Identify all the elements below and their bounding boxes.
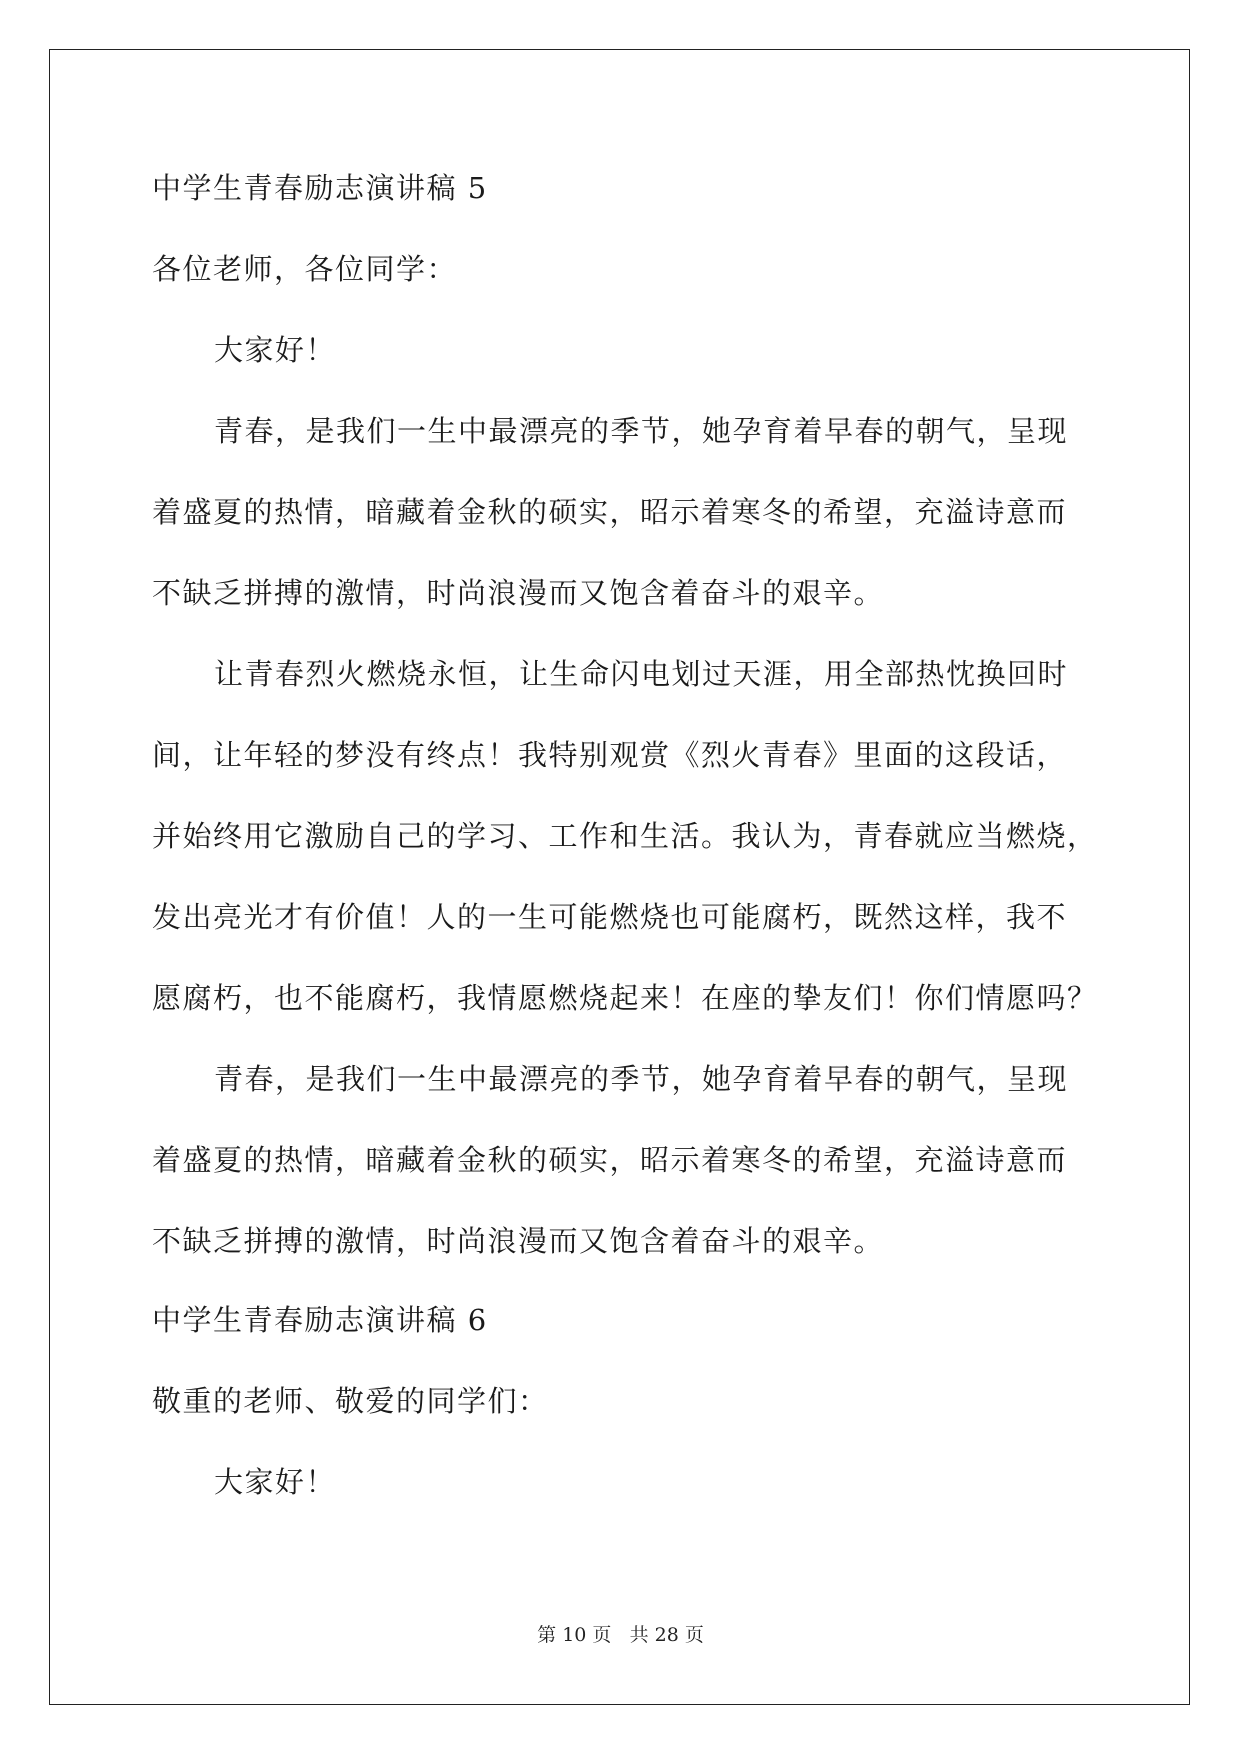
paragraph-3-line-1: 青春，是我们一生中最漂亮的季节，她孕育着早春的朝气，呈现 xyxy=(214,1062,1069,1096)
paragraph-2-line-3: 并始终用它激励自己的学习、工作和生活。我认为，青春就应当燃烧， xyxy=(152,819,1098,853)
page-total: 共 28 页 xyxy=(629,1624,704,1646)
section-title-6: 中学生青春励志演讲稿 6 xyxy=(152,1303,488,1337)
salutation-2: 敬重的老师、敬爱的同学们： xyxy=(152,1384,549,1418)
greeting-1: 大家好！ xyxy=(214,333,337,367)
paragraph-3-line-2: 着盛夏的热情，暗藏着金秋的硕实，昭示着寒冬的希望，充溢诗意而 xyxy=(152,1143,1068,1177)
greeting-2: 大家好！ xyxy=(214,1465,337,1499)
page-number: 第 10 页 xyxy=(537,1624,612,1646)
paragraph-2-line-1: 让青春烈火燃烧永恒，让生命闪电划过天涯，用全部热忱换回时 xyxy=(214,657,1069,691)
paragraph-1-line-2: 着盛夏的热情，暗藏着金秋的硕实，昭示着寒冬的希望，充溢诗意而 xyxy=(152,495,1068,529)
document-body xyxy=(152,168,1098,1503)
paragraph-1-line-1: 青春，是我们一生中最漂亮的季节，她孕育着早春的朝气，呈现 xyxy=(214,414,1069,448)
paragraph-3-line-3: 不缺乏拼搏的激情，时尚浪漫而又饱含着奋斗的艰辛。 xyxy=(152,1224,885,1258)
paragraph-2-line-2: 间，让年轻的梦没有终点！我特别观赏《烈火青春》里面的这段话， xyxy=(152,738,1068,772)
paragraph-2-line-5: 愿腐朽，也不能腐朽，我情愿燃烧起来！在座的挚友们！你们情愿吗？ xyxy=(152,981,1098,1015)
paragraph-1-line-3: 不缺乏拼搏的激情，时尚浪漫而又饱含着奋斗的艰辛。 xyxy=(152,576,885,610)
paragraph-2-line-4: 发出亮光才有价值！人的一生可能燃烧也可能腐朽，既然这样，我不 xyxy=(152,900,1068,934)
page-footer xyxy=(0,1623,1241,1647)
salutation-1: 各位老师，各位同学： xyxy=(152,252,458,286)
section-title-5: 中学生青春励志演讲稿 5 xyxy=(152,171,488,205)
